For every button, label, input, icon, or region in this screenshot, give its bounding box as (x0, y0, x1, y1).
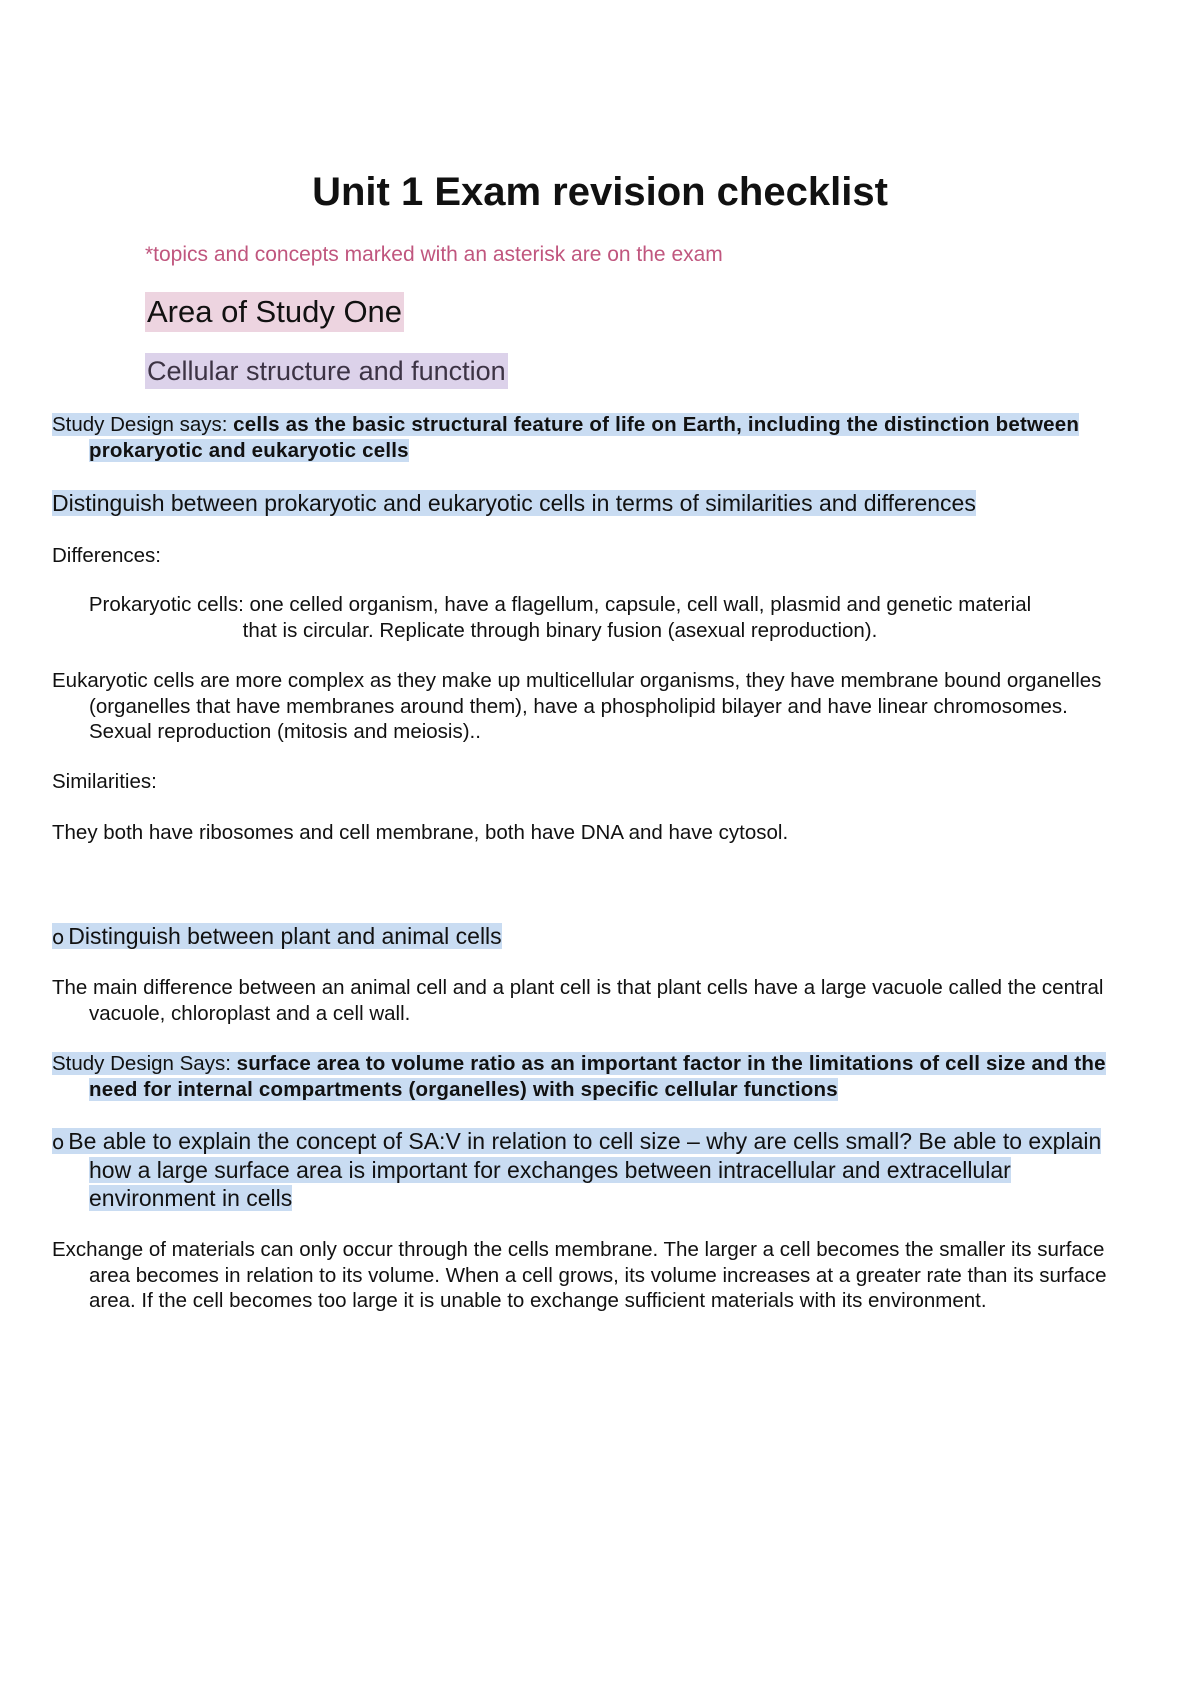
page-title: Unit 1 Exam revision checklist (312, 170, 888, 214)
task-text: Distinguish between prokaryotic and eukaryotic cells in terms of similarities and differences (52, 490, 976, 516)
area-of-study-heading: Area of Study One (145, 292, 404, 332)
bullet-icon: o (52, 1130, 65, 1154)
section-subheading: Cellular structure and function (145, 353, 508, 389)
study-design-label: Study Design Says: (52, 1052, 237, 1075)
study-design-2 (52, 1051, 1109, 1102)
prokaryotic-paragraph: Prokaryotic cells: one celled organism, have a flagellum, capsule, cell wall, plasmid and genetic material that is circular. Replicate through binary fusion (asexual reproduction). (88, 593, 1032, 642)
task-sav (52, 1127, 1109, 1212)
task-text: Distinguish between plant and animal cells (68, 923, 502, 949)
study-design-1 (52, 412, 1109, 463)
task-text: Be able to explain the concept of SA:V in relation to cell size – why are cells small? Be able to explain how a large surface area is important for exchanges between intracellular and extracellular environment in cells (68, 1128, 1102, 1211)
similarities-paragraph: They both have ribosomes and cell membrane, both have DNA and have cytosol. (52, 821, 789, 844)
plant-animal-paragraph: The main difference between an animal cell and a plant cell is that plant cells have a large vacuole called the central vacuole, chloroplast and a cell wall. (52, 976, 1104, 1025)
bullet-icon: o (52, 925, 65, 949)
asterisk-note: *topics and concepts marked with an asterisk are on the exam (145, 243, 723, 266)
study-design-text: surface area to volume ratio as an important factor in the limitations of cell size and the need for internal compartments (organelles) with specific cellular functions (89, 1052, 1106, 1101)
similarities-label: Similarities: (52, 770, 157, 793)
study-design-label: Study Design says: (52, 413, 234, 436)
task-plant-animal (52, 922, 1072, 951)
differences-label: Differences: (52, 544, 162, 567)
task-prokaryotic-eukaryotic (52, 489, 1072, 517)
exchange-paragraph: Exchange of materials can only occur through the cells membrane. The larger a cell becomes the smaller its surface area becomes in relation to its volume. When a cell grows, its volume increases at a greater rate than its surface area. If the cell becomes too large it is unable to exchange sufficient materials with its environment. (52, 1238, 1107, 1312)
study-design-text: cells as the basic structural feature of life on Earth, including the distinction between prokaryotic and eukaryotic cells (89, 413, 1080, 462)
eukaryotic-paragraph: Eukaryotic cells are more complex as they make up multicellular organisms, they have membrane bound organelles (organelles that have membranes around them), have a phospholipid bilayer and have linear chromosomes. Sexual reproduction (mitosis and meiosis).. (52, 669, 1102, 743)
